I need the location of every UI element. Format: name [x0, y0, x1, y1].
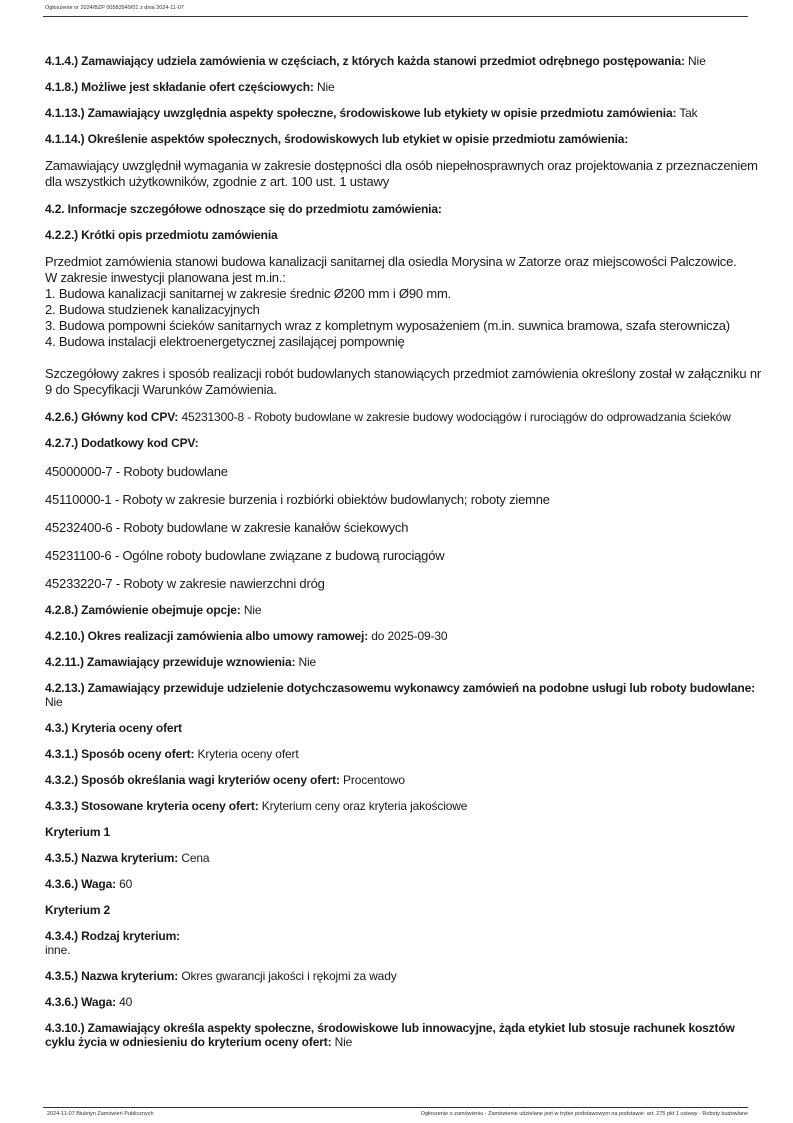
- description-line: 4. Budowa instalacji elektroenergetycznej zasilającej pompownię: [45, 334, 405, 349]
- field-4-3-1: 4.3.1.) Sposób oceny ofert: Kryteria oceny ofert: [45, 747, 299, 761]
- description-line: 3. Budowa pompowni ścieków sanitarnych wraz z kompletnym wyposażeniem (m.in. suwnica bramowa, szafa sterownicza): [45, 318, 730, 333]
- field-4-3-3: 4.3.3.) Stosowane kryteria oceny ofert: Kryterium ceny oraz kryteria jakościowe: [45, 799, 468, 813]
- page-header: Ogłoszenie nr 2024/BZP 00583949/01 z dnia 2024-11-07: [45, 5, 184, 11]
- field-4-2-7: 4.2.7.) Dodatkowy kod CPV:: [45, 436, 199, 450]
- field-4-2-2-description: [45, 254, 765, 350]
- cpv-code: 45233220-7 - Roboty w zakresie nawierzchni dróg: [45, 576, 325, 591]
- description-line: 1. Budowa kanalizacji sanitarnej w zakresie średnic Ø200 mm i Ø90 mm.: [45, 286, 451, 301]
- field-4-3-2: 4.3.2.) Sposób określania wagi kryteriów oceny ofert: Procentowo: [45, 773, 405, 787]
- section-4-3: 4.3.) Kryteria oceny ofert: [45, 721, 182, 735]
- field-4-2-11: 4.2.11.) Zamawiający przewiduje wznowienia: Nie: [45, 655, 317, 669]
- criterion-1-weight: 4.3.6.) Waga: 60: [45, 877, 133, 891]
- description-line: Przedmiot zamówienia stanowi budowa kanalizacji sanitarnej dla osiedla Morysina w Zatorze oraz miejscowości Palczowice.: [45, 254, 737, 269]
- cpv-code: 45232400-6 - Roboty budowlane w zakresie kanałów ściekowych: [45, 520, 409, 535]
- description-line: W zakresie inwestycji planowana jest m.in.:: [45, 270, 286, 285]
- cpv-code: 45231100-6 - Ogólne roboty budowlane związane z budową rurociągów: [45, 548, 445, 563]
- criterion-1-title: Kryterium 1: [45, 825, 111, 839]
- criterion-2-type: 4.3.4.) Rodzaj kryterium: inne.: [45, 929, 180, 957]
- criterion-2-weight: 4.3.6.) Waga: 40: [45, 995, 133, 1009]
- cpv-code: 45000000-7 - Roboty budowlane: [45, 464, 228, 479]
- document-body: [45, 54, 765, 1049]
- footer-left: 2024-11-07 Biuletyn Zamówień Publicznych: [47, 1111, 154, 1117]
- footer-right: Ogłoszenie o zamówieniu - Zamówienie udzielane jest w trybie podstawowym na podstawie: art. 275 pkt 1 ustawy - Roboty budowlane: [420, 1111, 748, 1117]
- field-4-2-13: 4.2.13.) Zamawiający przewiduje udzielenie dotychczasowemu wykonawcy zamówień na podobne usługi lub roboty budowlane: Nie: [45, 681, 755, 709]
- header-divider: [43, 16, 748, 17]
- field-4-1-13: 4.1.13.) Zamawiający uwzględnia aspekty społeczne, środowiskowe lub etykiety w opisie przedmiotu zamówienia: Tak: [45, 106, 698, 120]
- field-4-1-8: 4.1.8.) Możliwe jest składanie ofert częściowych: Nie: [45, 80, 335, 94]
- field-4-1-4: 4.1.4.) Zamawiający udziela zamówienia w częściach, z których każda stanowi przedmiot odrębnego postępowania: Nie: [45, 54, 706, 68]
- field-4-1-14-text: Zamawiający uwzględnił wymagania w zakresie dostępności dla osób niepełnosprawnych oraz projektowania z przeznaczeniem dla wszystkich użytkowników, zgodnie z art. 100 ust. 1 ustawy: [45, 158, 758, 189]
- criterion-2-name: 4.3.5.) Nazwa kryterium: Okres gwarancji jakości i rękojmi za wady: [45, 969, 397, 983]
- field-4-2-2-detail: Szczegółowy zakres i sposób realizacji robót budowlanych stanowiących przedmiot zamówienia określony został w załączniku nr 9 do Specyfikacji Warunków Zamówienia.: [45, 366, 762, 397]
- field-4-3-10: 4.3.10.) Zamawiający określa aspekty społeczne, środowiskowe lub innowacyjne, żąda etykiet lub stosuje rachunek kosztów cyklu życia w odniesieniu do kryterium oceny ofert: Nie: [45, 1021, 735, 1049]
- criterion-1-name: 4.3.5.) Nazwa kryterium: Cena: [45, 851, 210, 865]
- description-line: 2. Budowa studzienek kanalizacyjnych: [45, 302, 260, 317]
- section-4-2: 4.2. Informacje szczegółowe odnoszące się do przedmiotu zamówienia:: [45, 202, 442, 216]
- field-4-2-2: 4.2.2.) Krótki opis przedmiotu zamówienia: [45, 228, 278, 242]
- field-4-2-8: 4.2.8.) Zamówienie obejmuje opcje: Nie: [45, 603, 262, 617]
- cpv-code: 45110000-1 - Roboty w zakresie burzenia i rozbiórki obiektów budowlanych; roboty ziemne: [45, 492, 550, 507]
- field-4-2-10: 4.2.10.) Okres realizacji zamówienia albo umowy ramowej: do 2025-09-30: [45, 629, 448, 643]
- footer-divider: [43, 1107, 748, 1108]
- field-4-2-6: 4.2.6.) Główny kod CPV: 45231300-8 - Roboty budowlane w zakresie budowy wodociągów i rurociągów do odprowadzania ścieków: [45, 410, 731, 424]
- cpv-code-list: [45, 464, 765, 592]
- field-4-1-14: 4.1.14.) Określenie aspektów społecznych, środowiskowych lub etykiet w opisie przedmiotu zamówienia:: [45, 132, 629, 146]
- criterion-2-title: Kryterium 2: [45, 903, 111, 917]
